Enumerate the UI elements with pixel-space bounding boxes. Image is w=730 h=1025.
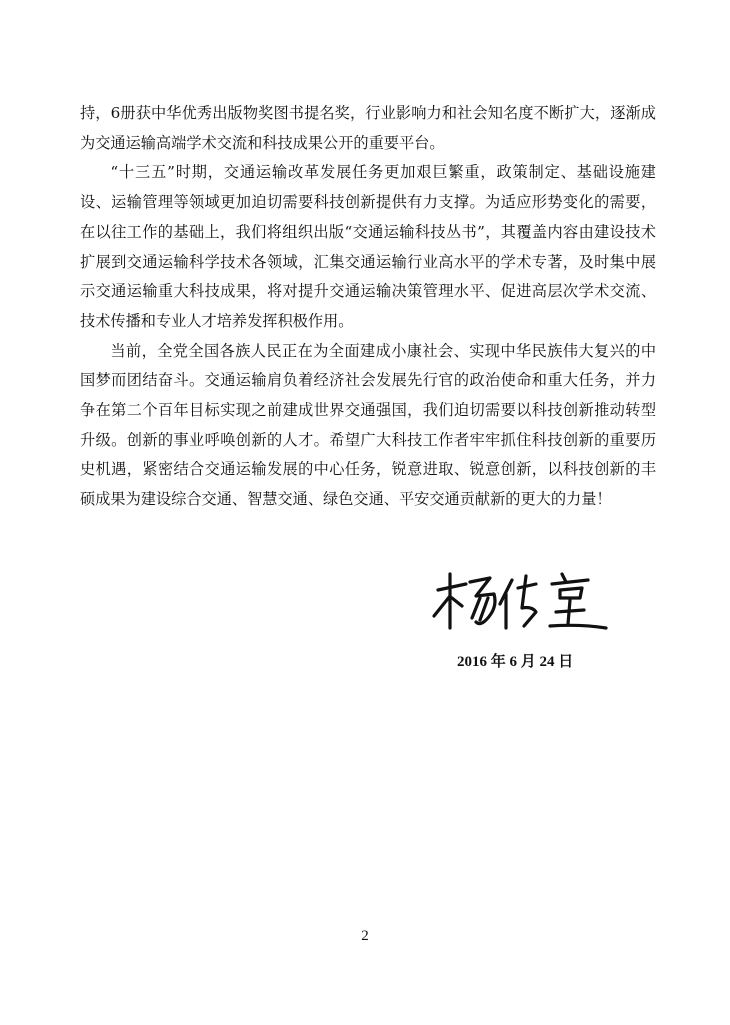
page-number: 2: [361, 928, 369, 944]
handwritten-signature: [420, 568, 620, 638]
paragraph: “十三五”时期，交通运输改革发展任务更加艰巨繁重，政策制定、基础设施建设、运输管理等领域更加迫切需要科技创新提供有力支撑。为适应形势变化的需要，在以往工作的基础上，我们将组织出版“交通运输科技丛书”，其覆盖内容由建设技术扩展到交通运输科学技术各领域，汇集交通运输行业高水平的学术专著，及时集中展示交通运输重大科技成果，将对提升交通运输决策管理水平、促进高层次学术交流、技术传播和专业人才培养发挥积极作用。: [80, 163, 656, 330]
paragraph-continuation: 持，6册获中华优秀出版物奖图书提名奖，行业影响力和社会知名度不断扩大，逐渐成为交通运输高端学术交流和科技成果公开的重要平台。: [80, 104, 656, 152]
signature-date: 2016 年 6 月 24 日: [457, 654, 574, 670]
paragraph: 当前，全党全国各族人民正在为全面建成小康社会、实现中华民族伟大复兴的中国梦而团结奋斗。交通运输肩负着经济社会发展先行官的政治使命和重大任务，并力争在第二个百年目标实现之前建成世界交通强国，我们迫切需要以科技创新推动转型升级。创新的事业呼唤创新的人才。希望广大科技工作者牢牢抓住科技创新的重要历史机遇，紧密结合交通运输发展的中心任务，锐意进取、锐意创新，以科技创新的丰硕成果为建设综合交通、智慧交通、绿色交通、平安交通贡献新的更大的力量！: [80, 341, 656, 509]
body-text: [80, 99, 656, 515]
